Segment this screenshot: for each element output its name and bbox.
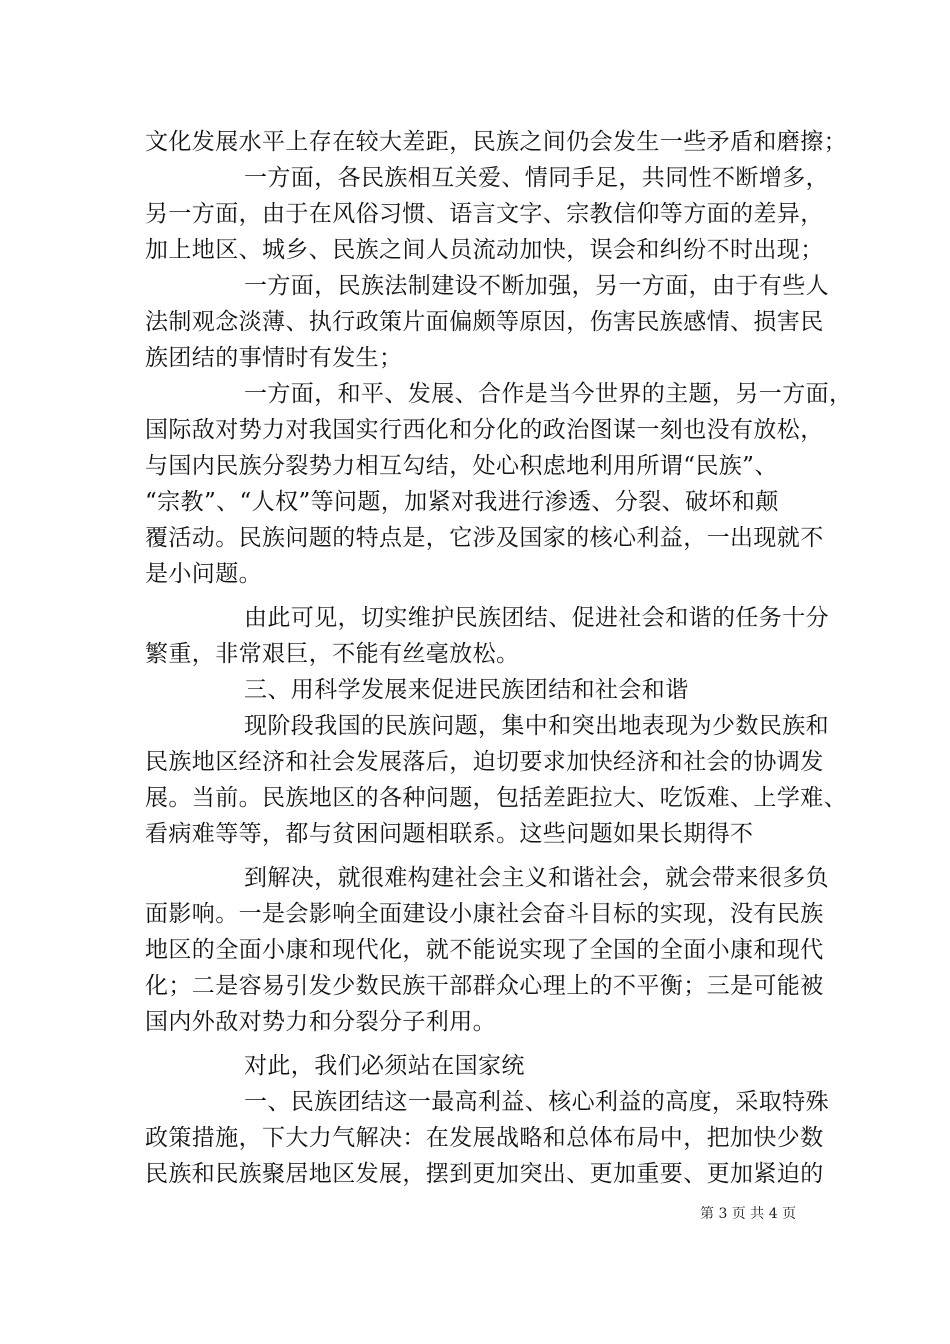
text-line: 国际敌对势力对我国实行西化和分化的政治图谋一刻也没有放松， <box>145 417 824 443</box>
text-line: 一方面，民族法制建设不断加强，另一方面，由于有些人 <box>244 273 829 299</box>
text-line: 一、民族团结这一最高利益、核心利益的高度，采取特殊 <box>244 1089 829 1115</box>
text-line: 一方面，和平、发展、合作是当今世界的主题，另一方面， <box>244 381 853 407</box>
text-line: 展。当前。民族地区的各种问题，包括差距拉大、吃饭难、上学难、 <box>145 785 847 811</box>
text-line: “宗教”、“人权”等问题，加紧对我进行渗透、分裂、破坏和颠 <box>145 489 779 515</box>
text-line: 是小问题。 <box>145 561 262 587</box>
section-heading: 三、用科学发展来促进民族团结和社会和谐 <box>244 677 689 703</box>
text-line: 政策措施，下大力气解决：在发展战略和总体布局中，把加快少数 <box>145 1125 824 1151</box>
text-line: 现阶段我国的民族问题，集中和突出地表现为少数民族和 <box>244 713 829 739</box>
text-line: 对此，我们必须站在国家统 <box>244 1053 525 1079</box>
text-line: 一方面，各民族相互关爱、情同手足，共同性不断增多， <box>244 165 829 191</box>
text-line: 地区的全面小康和现代化，就不能说实现了全国的全面小康和现代 <box>145 937 824 963</box>
text-line: 与国内民族分裂势力相互勾结，处心积虑地利用所谓“民族”、 <box>145 453 778 479</box>
text-line: 另一方面，由于在风俗习惯、语言文字、宗教信仰等方面的差异， <box>145 201 824 227</box>
text-line: 文化发展水平上存在较大差距，民族之间仍会发生一些矛盾和磨擦； <box>145 129 847 155</box>
text-line: 国内外敌对势力和分裂分子利用。 <box>145 1009 496 1035</box>
text-line: 加上地区、城乡、民族之间人员流动加快，误会和纠纷不时出现； <box>145 237 824 263</box>
text-line: 族团结的事情时有发生； <box>145 345 403 371</box>
text-line: 面影响。一是会影响全面建设小康社会奋斗目标的实现，没有民族 <box>145 901 824 927</box>
text-line: 法制观念淡薄、执行政策片面偏颇等原因，伤害民族感情、损害民 <box>145 309 824 335</box>
text-line: 民族地区经济和社会发展落后，迫切要求加快经济和社会的协调发 <box>145 749 824 775</box>
page-number: 第 3 页 共 4 页 <box>700 1206 797 1222</box>
text-line: 看病难等等，都与贫困问题相联系。这些问题如果长期得不 <box>145 821 754 847</box>
text-line: 繁重，非常艰巨，不能有丝毫放松。 <box>145 641 520 667</box>
text-line: 到解决，就很难构建社会主义和谐社会，就会带来很多负 <box>244 865 829 891</box>
text-line: 由此可见，切实维护民族团结、促进社会和谐的任务十分 <box>244 605 829 631</box>
text-line: 民族和民族聚居地区发展，摆到更加突出、更加重要、更加紧迫的 <box>145 1161 824 1187</box>
text-line: 覆活动。民族问题的特点是，它涉及国家的核心利益，一出现就不 <box>145 525 824 551</box>
text-line: 化；二是容易引发少数民族干部群众心理上的不平衡；三是可能被 <box>145 973 824 999</box>
